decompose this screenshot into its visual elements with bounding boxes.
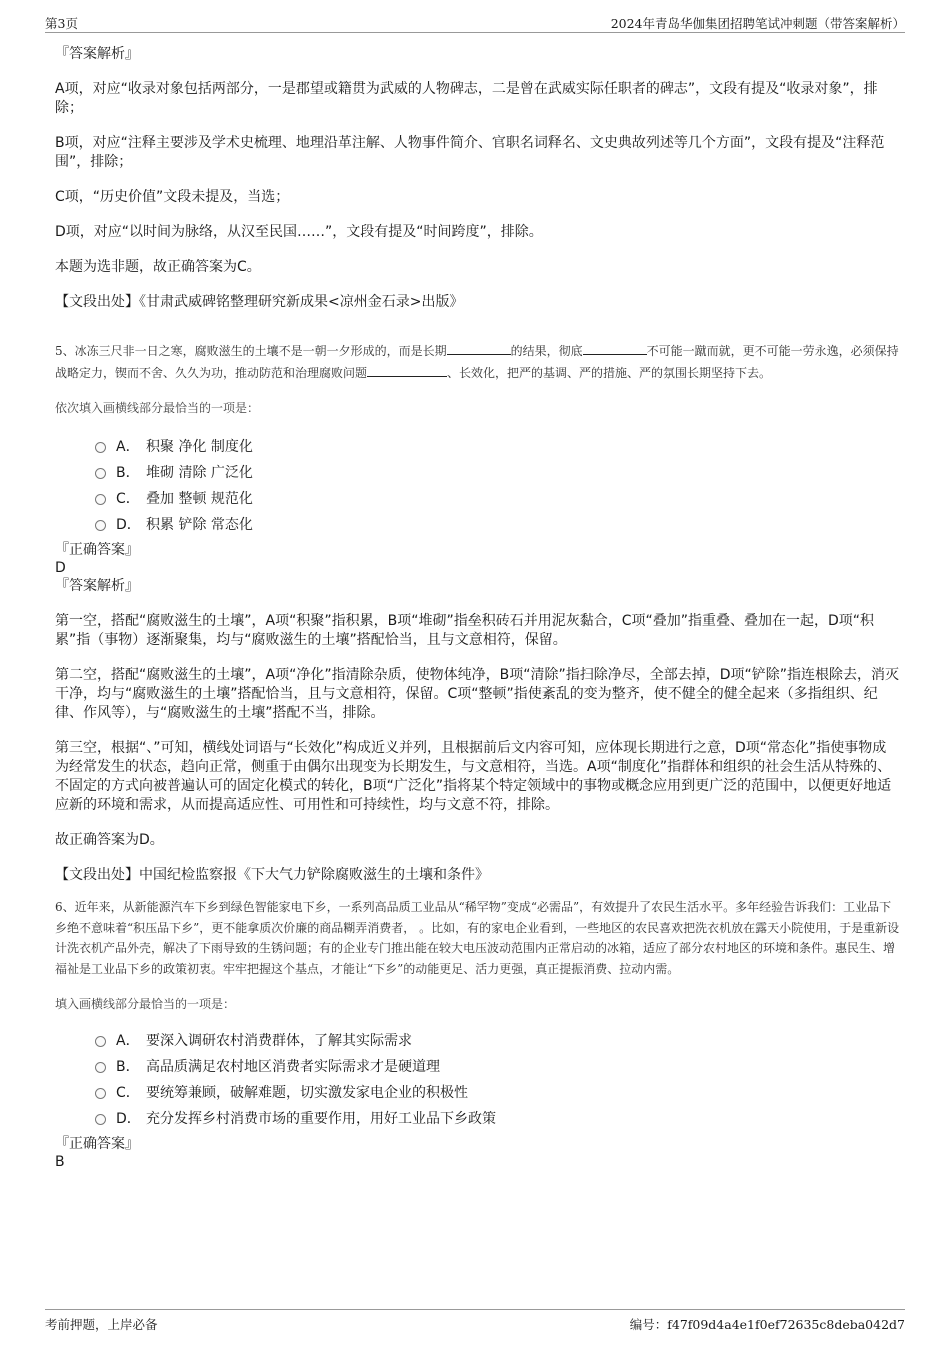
page-footer bbox=[45, 1309, 905, 1332]
q5-blank-1 bbox=[447, 340, 511, 355]
q5-blank-2 bbox=[583, 340, 647, 355]
q6-option-d[interactable]: D． 充分发挥乡村消费市场的重要作用，用好工业品下乡政策 bbox=[95, 1106, 900, 1132]
q5-option-b[interactable]: B． 堆砌 清除 广泛化 bbox=[95, 460, 900, 486]
page-header bbox=[45, 12, 905, 33]
q5-option-c[interactable]: C． 叠加 整顿 规范化 bbox=[95, 486, 900, 512]
serial-number: 编号：f47f09d4a4e1f0ef72635c8deba042d7 bbox=[629, 1317, 905, 1332]
q5-answer-label: 『正确答案』 bbox=[55, 542, 139, 558]
radio-icon[interactable] bbox=[95, 494, 106, 505]
q5-blank-3 bbox=[367, 362, 447, 377]
q6-answer: B bbox=[55, 1154, 65, 1170]
q5-stem: 5、冰冻三尺非一日之寒，腐败滋生的土壤不是一朝一夕形成的，而是长期 的结果，彻底 不可能一蹴而就，更不可能一劳永逸，必须保持战略定力，锲而不舍、久久为功，推动防范和治理腐败问题 、长效化，把严的基调、严的措施、严的氛围长期坚持下去。 bbox=[55, 340, 900, 383]
radio-icon[interactable] bbox=[95, 1036, 106, 1047]
q5-analysis-3: 第三空，根据“、”可知，横线处词语与“长效化”构成近义并列，且根据前后文内容可知，应体现长期进行之意，D项“常态化”指使事物成为经常发生的状态，趋向正常，侧重于由偶尔出现变为长期发生，与文意相符，当选。A项“制度化”指群体和组织的社会生活从特殊的、不固定的方式向被普遍认可的固定化模式的转化，B项“广泛化”指将某个特定领域中的事物或概念应用到更广泛的范围中，以便更好地适应新的环境和需求，从而提高适应性、可用性和可持续性，均与文意不符，排除。 bbox=[55, 740, 892, 813]
radio-icon[interactable] bbox=[95, 468, 106, 479]
document-title: 2024年青岛华伽集团招聘笔试冲刺题（带答案解析） bbox=[610, 16, 905, 31]
page-content bbox=[55, 44, 900, 1170]
q6-option-c[interactable]: C． 要统筹兼顾，破解难题，切实激发家电企业的积极性 bbox=[95, 1080, 900, 1106]
q6-stem: 6、近年来，从新能源汽车下乡到绿色智能家电下乡，一系列高品质工业品从“稀罕物”变成“必需品”，有效提升了农民生活水平。多年经验告诉我们：工业品下乡绝不意味着“积压品下乡”，更不能拿质次价廉的商品糊弄消费者， 。比如，有的家电企业看到，一些地区的农民喜欢把洗衣机放在露天小院使用，于是重新设计洗衣机产品外壳，解决了下雨导致的生锈问题；有的企业专门推出能在较大电压波动范围内正常启动的冰箱，适应了部分农村地区的环境和条件。惠民生、增福祉是工业品下乡的政策初衷。牢牢把握这个基点，才能让“下乡”的动能更足、活力更强，真正提振消费、拉动内需。 bbox=[55, 900, 900, 976]
q6-option-a[interactable]: A． 要深入调研农村消费群体，了解其实际需求 bbox=[95, 1028, 900, 1054]
q5-analysis-1: 第一空，搭配“腐败滋生的土壤”，A项“积聚”指积累，B项“堆砌”指垒积砖石并用泥灰黏合，C项“叠加”指重叠、叠加在一起，D项“积累”指（事物）逐渐聚集，均与“腐败滋生的土壤”搭配恰当，且与文意相符，保留。 bbox=[55, 613, 875, 648]
q4-analysis-c: C项，“历史价值”文段未提及，当选； bbox=[55, 189, 290, 205]
q4-analysis-d: D项，对应“以时间为脉络，从汉至民国……”，文段有提及“时间跨度”，排除。 bbox=[55, 224, 543, 240]
q4-analysis-label: 『答案解析』 bbox=[55, 46, 139, 62]
q6-answer-label: 『正确答案』 bbox=[55, 1136, 139, 1152]
q5-option-d[interactable]: D． 积累 铲除 常态化 bbox=[95, 512, 900, 538]
q5-option-a[interactable]: A． 积聚 净化 制度化 bbox=[95, 434, 900, 460]
radio-icon[interactable] bbox=[95, 520, 106, 531]
q5-answer: D bbox=[55, 560, 66, 576]
radio-icon[interactable] bbox=[95, 1114, 106, 1125]
q4-source: 【文段出处】《甘肃武威碑铭整理研究新成果<凉州金石录>出版》 bbox=[55, 294, 464, 310]
radio-icon[interactable] bbox=[95, 1062, 106, 1073]
q5-prompt: 依次填入画横线部分最恰当的一项是： bbox=[55, 401, 260, 415]
q5-analysis-label: 『答案解析』 bbox=[55, 578, 139, 594]
footer-slogan: 考前押题，上岸必备 bbox=[45, 1317, 158, 1332]
q6-options bbox=[95, 1028, 900, 1132]
q4-analysis-b: B项，对应“注释主要涉及学术史梳理、地理沿革注解、人物事件简介、官职名词释名、文史典故列述等几个方面”，文段有提及“注释范围”，排除； bbox=[55, 135, 885, 170]
page-number: 第3页 bbox=[45, 16, 78, 31]
radio-icon[interactable] bbox=[95, 1088, 106, 1099]
q5-options bbox=[95, 434, 900, 538]
q6-option-b[interactable]: B． 高品质满足农村地区消费者实际需求才是硬道理 bbox=[95, 1054, 900, 1080]
q4-analysis-a: A项，对应“收录对象包括两部分，一是郡望或籍贯为武威的人物碑志，二是曾在武威实际任职者的碑志”，文段有提及“收录对象”，排除； bbox=[55, 81, 878, 116]
q5-conclusion: 故正确答案为D。 bbox=[55, 832, 164, 848]
q5-source: 【文段出处】中国纪检监察报《下大气力铲除腐败滋生的土壤和条件》 bbox=[55, 867, 489, 883]
q5-analysis-2: 第二空，搭配“腐败滋生的土壤”，A项“净化”指清除杂质，使物体纯净，B项“清除”指扫除净尽，全部去掉，D项“铲除”指连根除去，消灭干净，均与“腐败滋生的土壤”搭配恰当，且与文意相符，保留。C项“整顿”指使紊乱的变为整齐，使不健全的健全起来（多指组织、纪律、作风等），与“腐败滋生的土壤”搭配不当，排除。 bbox=[55, 667, 899, 721]
q6-prompt: 填入画横线部分最恰当的一项是： bbox=[55, 997, 236, 1011]
q4-conclusion: 本题为选非题，故正确答案为C。 bbox=[55, 259, 261, 275]
radio-icon[interactable] bbox=[95, 442, 106, 453]
